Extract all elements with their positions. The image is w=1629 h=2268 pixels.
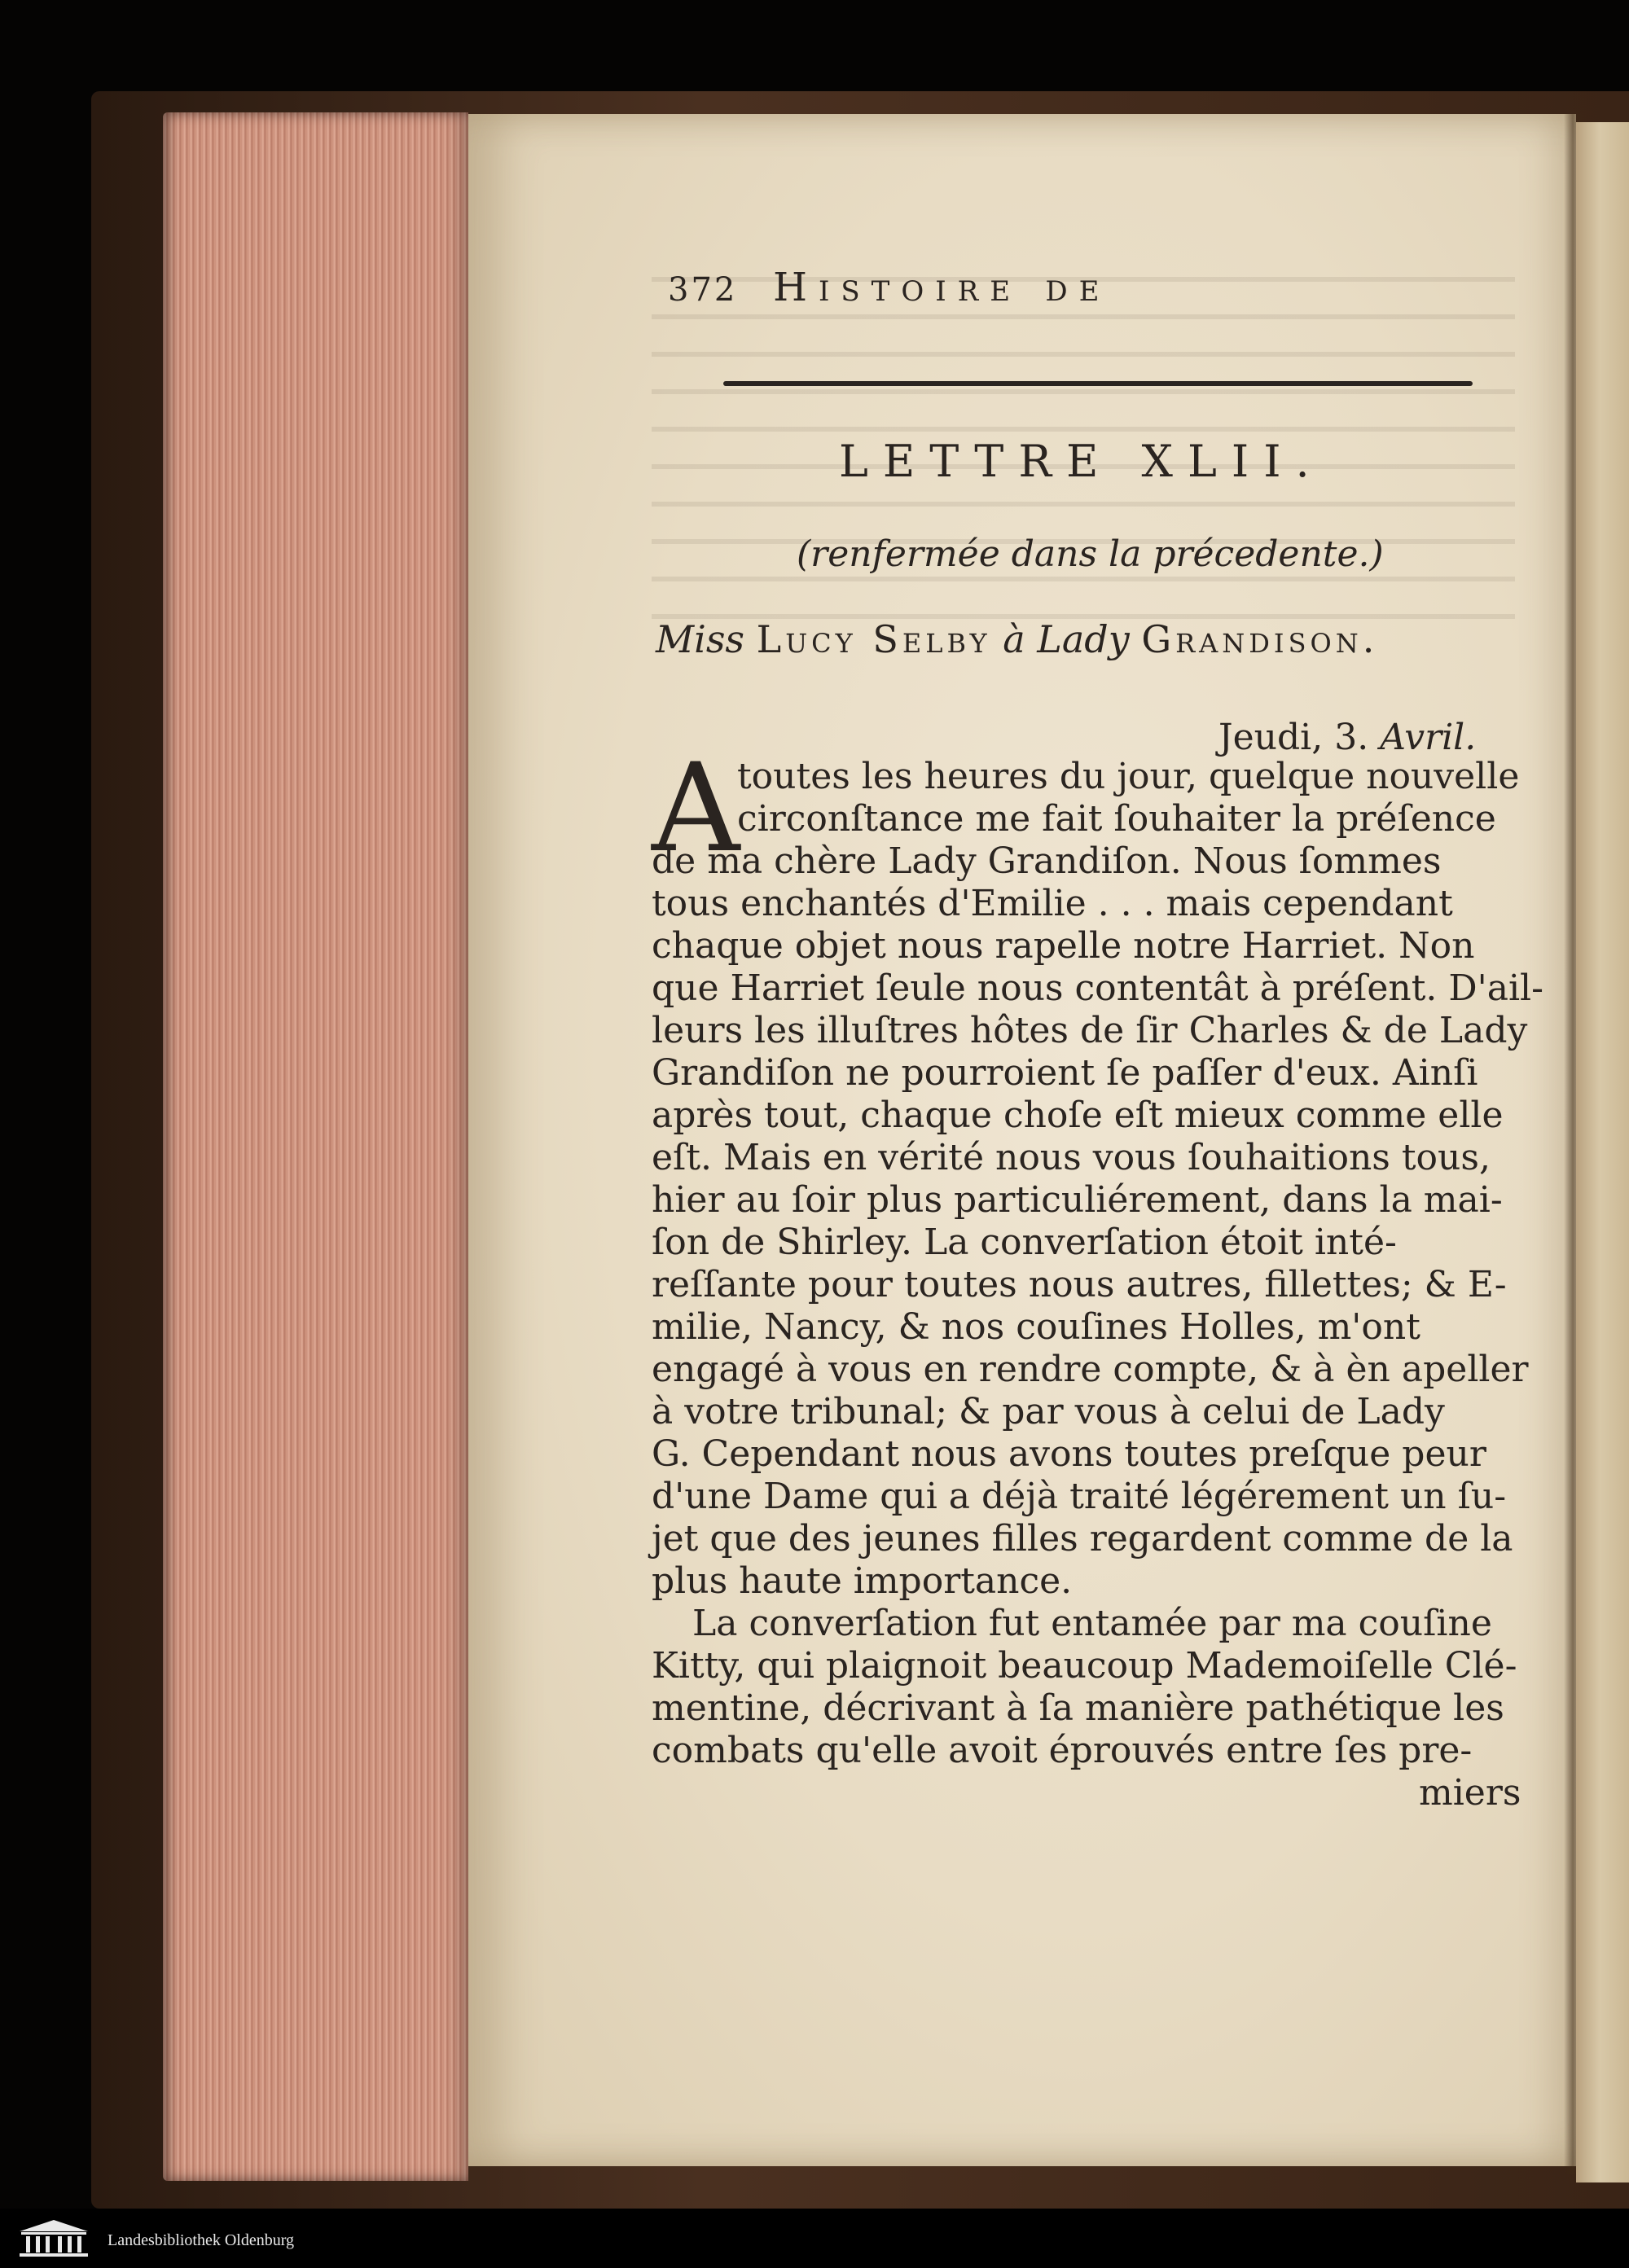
- salutation-from-title: Miss: [656, 617, 745, 661]
- text-line: circonſtance me fait ſouhaiter la préſence: [737, 798, 1496, 840]
- salutation-connector: à: [1003, 617, 1025, 661]
- running-title: Histoire de: [773, 265, 1111, 310]
- salutation-from-name: Lucy Selby: [756, 617, 991, 661]
- salutation-to-name: Grandison.: [1141, 617, 1379, 661]
- footer-institution: Landesbibliothek Oldenburg: [108, 2231, 295, 2249]
- text-line: milie, Nancy, & nos couſines Holles, m'ont: [652, 1306, 1420, 1348]
- text-line: reſſante pour toutes nous autres, fillettes; & E-: [652, 1264, 1507, 1305]
- text-line: chaque objet nous rapelle notre Harriet. Non: [652, 925, 1475, 967]
- text-line: Kitty, qui plaignoit beaucoup Mademoiſelle Clé-: [652, 1645, 1517, 1687]
- date-month: Avril.: [1380, 717, 1477, 758]
- salutation-to-title: Lady: [1037, 617, 1130, 661]
- letter-subtitle: (renfermée dans la précedente.): [797, 533, 1384, 575]
- letter-title: LETTRE XLII.: [839, 436, 1324, 487]
- text-line: La converſation fut entamée par ma couſine: [692, 1603, 1492, 1644]
- drop-cap: A: [652, 738, 740, 880]
- text-line: plus haute importance.: [652, 1560, 1073, 1602]
- catchword: miers: [1419, 1772, 1521, 1814]
- text-line: eſt. Mais en vérité nous vous ſouhaitions tous,: [652, 1137, 1491, 1178]
- text-line: G. Cependant nous avons toutes preſque peur: [652, 1433, 1486, 1475]
- text-line: que Harriet ſeule nous contentât à préſent. D'ail-: [652, 967, 1543, 1009]
- running-head: [668, 265, 1110, 310]
- text-line: à votre tribunal; & par vous à celui de Lady: [652, 1391, 1445, 1432]
- dateline: [1218, 717, 1476, 758]
- header-rule: [723, 381, 1473, 386]
- facing-page-edge: [1576, 122, 1629, 2182]
- text-line: ſon de Shirley. La converſation étoit inté-: [652, 1222, 1397, 1263]
- library-building-icon: [15, 2217, 93, 2259]
- date-day: Jeudi, 3.: [1218, 717, 1369, 758]
- text-line: après tout, chaque choſe eſt mieux comme elle: [652, 1095, 1504, 1136]
- salutation: [656, 617, 1378, 661]
- text-line: engagé à vous en rendre compte, & à èn apeller: [652, 1349, 1529, 1390]
- text-line: combats qu'elle avoit éprouvés entre ſes pre-: [652, 1730, 1473, 1771]
- text-line: jet que des jeunes filles regardent comme de la: [652, 1518, 1513, 1560]
- text-line: de ma chère Lady Grandiſon. Nous ſommes: [652, 840, 1442, 882]
- text-line: leurs les illuſtres hôtes de ſir Charles & de Lady: [652, 1010, 1528, 1051]
- page-number: 372: [668, 271, 738, 309]
- text-line: mentine, décrivant à ſa manière pathétique les: [652, 1687, 1504, 1729]
- text-line: toutes les heures du jour, quelque nouvelle: [737, 756, 1520, 797]
- text-line: d'une Dame qui a déjà traité légérement un ſu-: [652, 1476, 1507, 1517]
- text-line: hier au ſoir plus particuliérement, dans la mai-: [652, 1179, 1503, 1221]
- text-line: Grandiſon ne pourroient ſe paſſer d'eux. Ainſi: [652, 1052, 1478, 1094]
- page-edges: [163, 112, 468, 2181]
- text-line: tous enchantés d'Emilie . . . mais cependant: [652, 883, 1453, 924]
